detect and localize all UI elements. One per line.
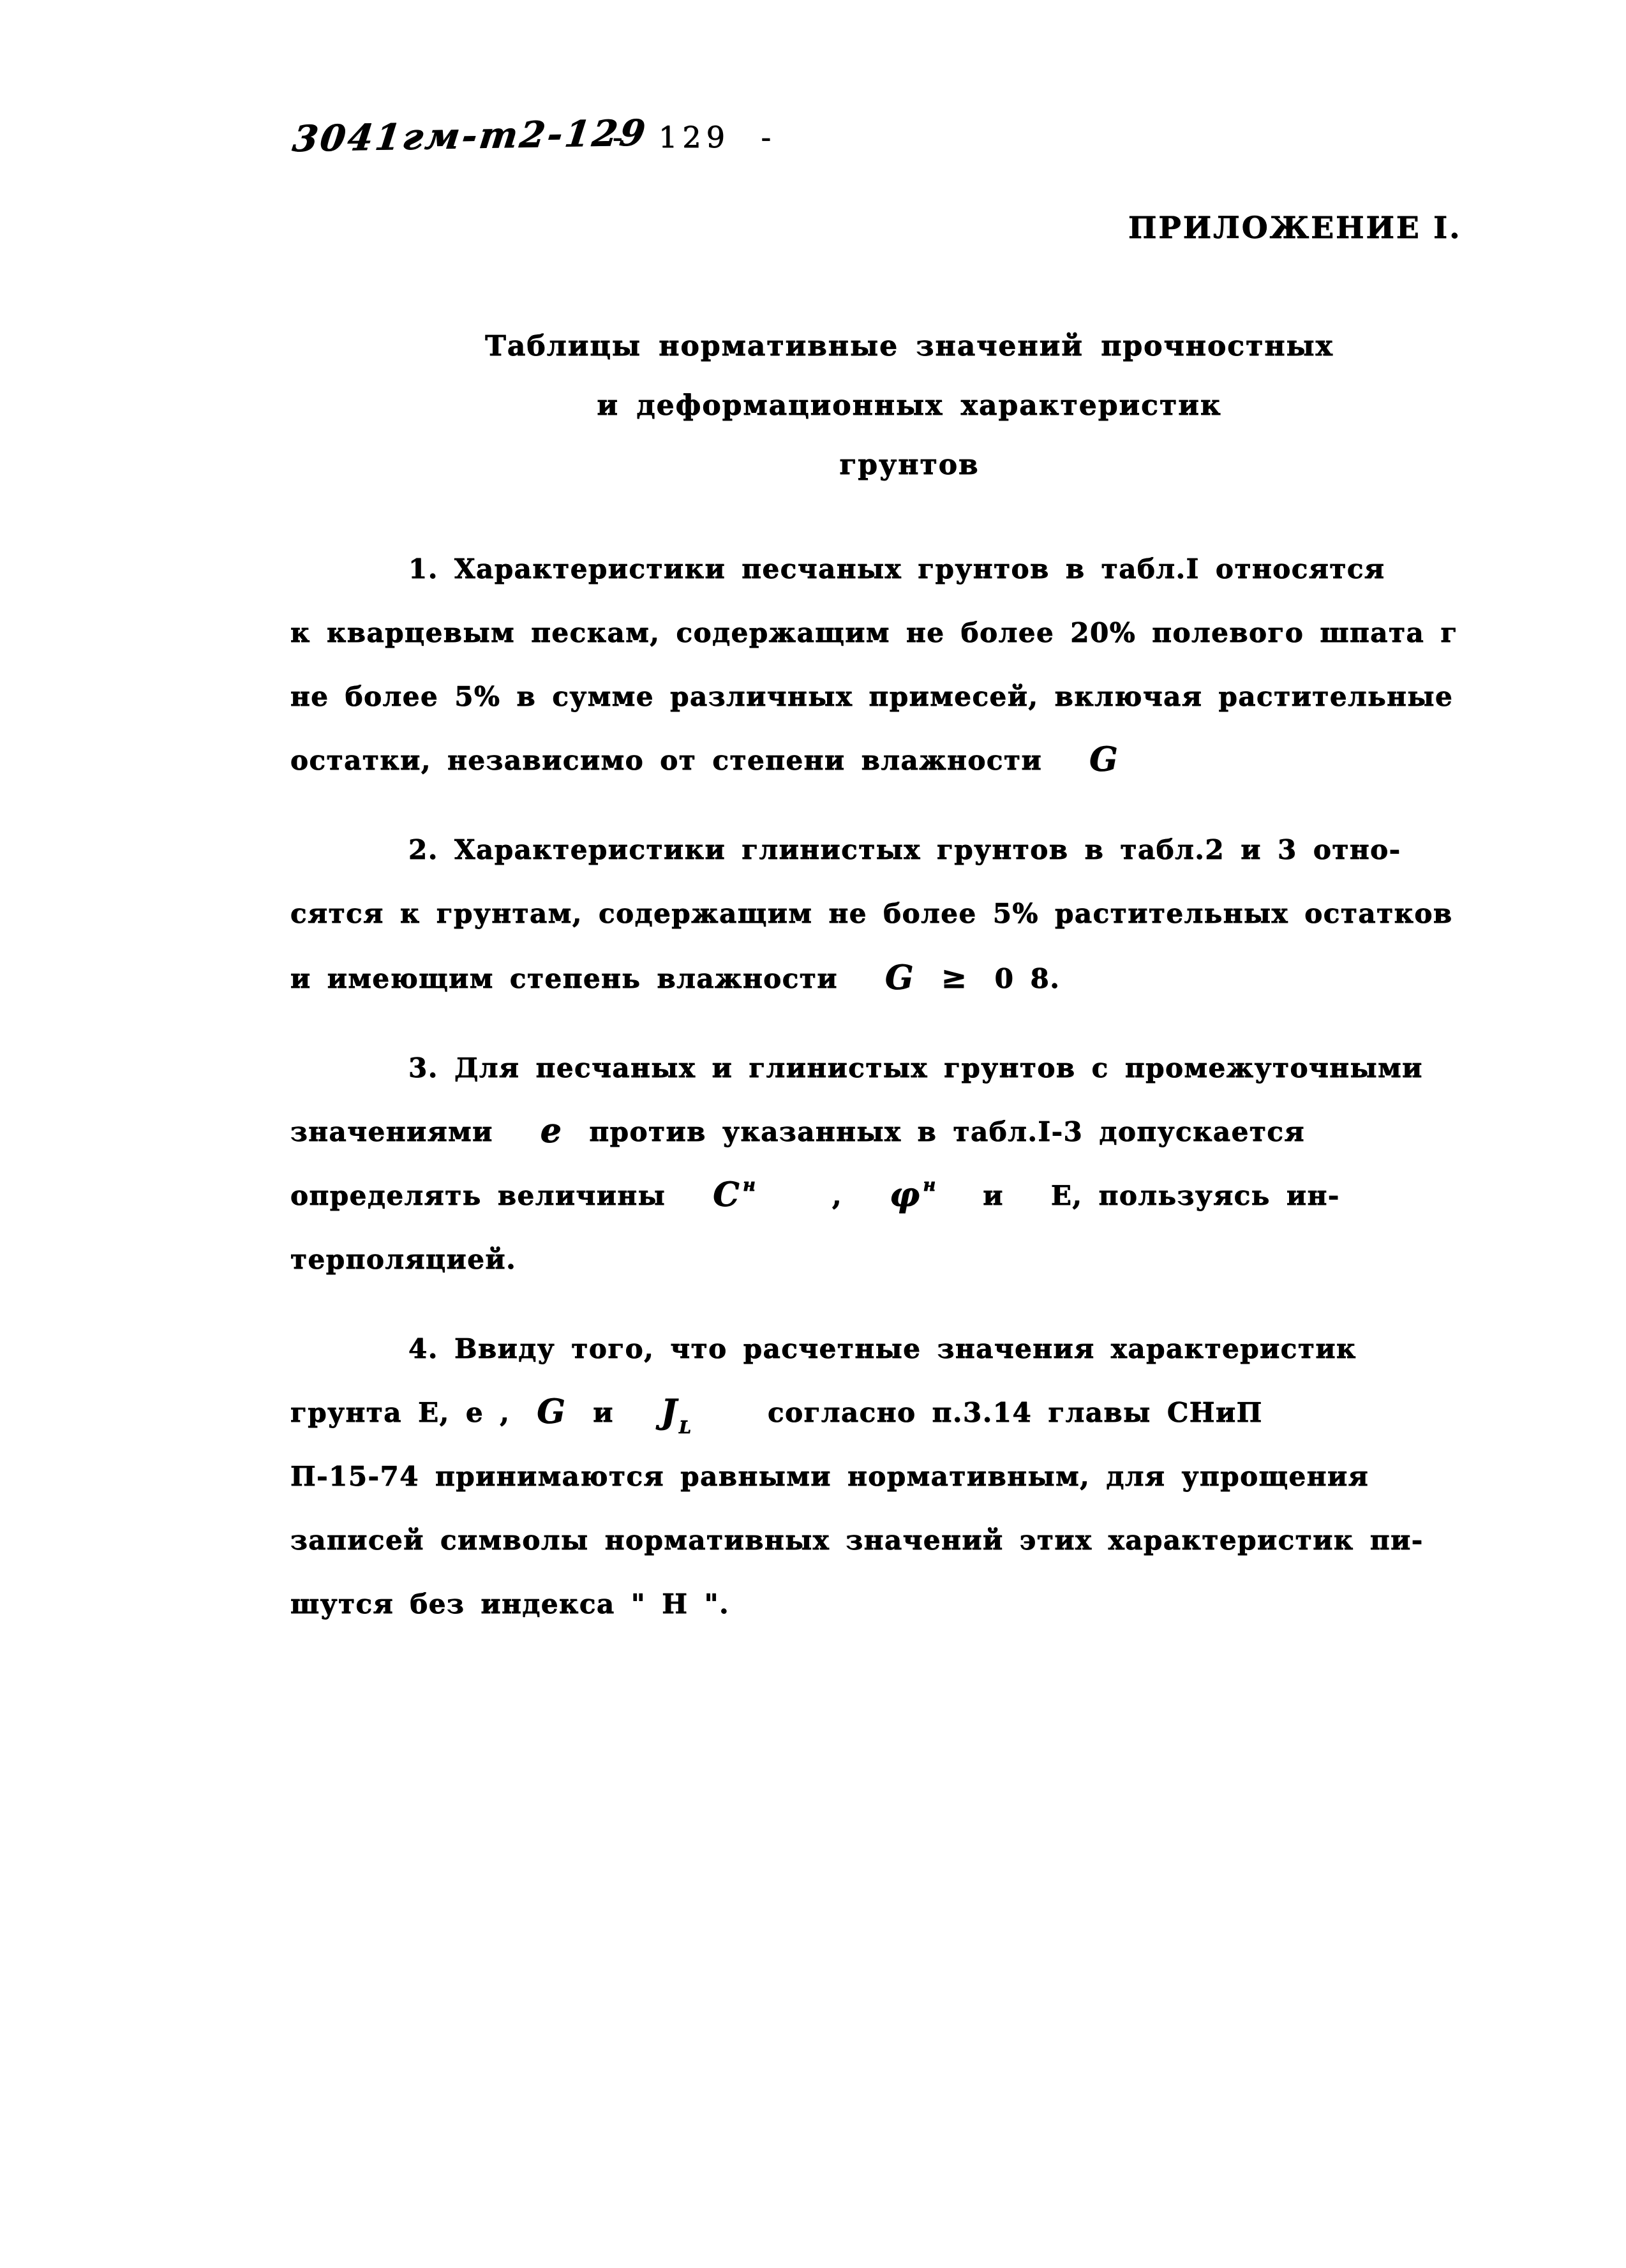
subscript-L: L: [679, 1418, 691, 1438]
paragraph-4: [290, 1317, 1424, 1636]
text-line: 2. Характеристики глинистых грунтов в табл.2 и 3 отно-: [408, 834, 1401, 865]
text-run: и: [593, 1397, 614, 1428]
text-run: значениями: [290, 1116, 493, 1147]
paragraph-1: [290, 537, 1458, 793]
text-line: шутся без индекса " Н ".: [290, 1588, 730, 1620]
title-line-1: Таблицы нормативные значений прочностных: [485, 330, 1334, 362]
text-run: , пользуясь ин-: [1072, 1180, 1340, 1211]
text-line: к кварцевым пескам, содержащим не более 20% полевого шпата г: [290, 617, 1458, 648]
document-title: [396, 317, 1423, 495]
title-line-3: грунтов: [839, 449, 980, 481]
paragraph-2: [290, 818, 1453, 1011]
symbol-liquidity-index-J: [660, 1392, 691, 1438]
document-body: [290, 537, 1458, 1662]
text-run: и имеющим степень влажности: [290, 963, 838, 994]
text-line: сятся к грунтам, содержащим не более 5% растительных остатков: [290, 898, 1453, 929]
text-line: не более 5% в сумме различных примесей, включая растительные: [290, 681, 1454, 712]
comma: ,: [832, 1180, 842, 1211]
text-line: 3. Для песчаных и глинистых грунтов с промежуточными: [408, 1052, 1423, 1084]
value-08: 0 8.: [994, 963, 1061, 994]
text-run: и: [983, 1180, 1004, 1211]
text-run: грунта Е, е ,: [290, 1397, 511, 1428]
symbol-modulus-E: Е: [1050, 1180, 1073, 1211]
symbol-cohesion-c: [713, 1175, 756, 1214]
text-line: грунта Е, е , G и $J_L$ согласно п.3.14 главы СНиП: [290, 1392, 1263, 1438]
document-number: 3041гм-т2-129: [290, 112, 650, 160]
page-header: [290, 112, 1375, 175]
text-run: согласно п.3.14 главы СНиП: [768, 1397, 1263, 1428]
text-run: определять величины: [290, 1180, 666, 1211]
title-line-2: и деформационных характеристик: [597, 389, 1222, 422]
symbol-letter: С: [713, 1175, 741, 1214]
appendix-label: ПРИЛОЖЕНИЕ I.: [1128, 211, 1462, 246]
page-number: - 129 -: [613, 120, 777, 154]
text-line: 1. Характеристики песчаных грунтов в табл.I относятся: [408, 553, 1385, 585]
text-run: против указанных в табл.I-3 допускается: [589, 1116, 1305, 1147]
text-run: остатки, независимо от степени влажности: [290, 745, 1043, 776]
text-line: П-15-74 принимаются равными нормативным, для упрощения: [290, 1461, 1369, 1492]
symbol-friction-angle-phi: [889, 1175, 936, 1214]
text-line: терполяцией.: [290, 1244, 517, 1275]
text-line: 4. Ввиду того, что расчетные значения характеристик: [408, 1333, 1357, 1364]
greater-equal-sign: ≥: [941, 960, 968, 996]
text-line: остатки, независимо от степени влажности G: [290, 740, 1119, 779]
text-line: и имеющим степень влажности G ≥ 0 8.: [290, 959, 1061, 997]
superscript-n: н: [923, 1175, 936, 1195]
paragraph-3: [290, 1036, 1423, 1292]
symbol-letter: J: [660, 1392, 678, 1431]
superscript-n: н: [743, 1175, 756, 1195]
text-line: значениями е против указанных в табл.I-3 допускается: [290, 1112, 1305, 1151]
text-line: записей символы нормативных значений этих характеристик пи-: [290, 1525, 1424, 1556]
symbol-letter: φ: [889, 1175, 921, 1214]
text-line: [290, 1164, 1388, 1228]
